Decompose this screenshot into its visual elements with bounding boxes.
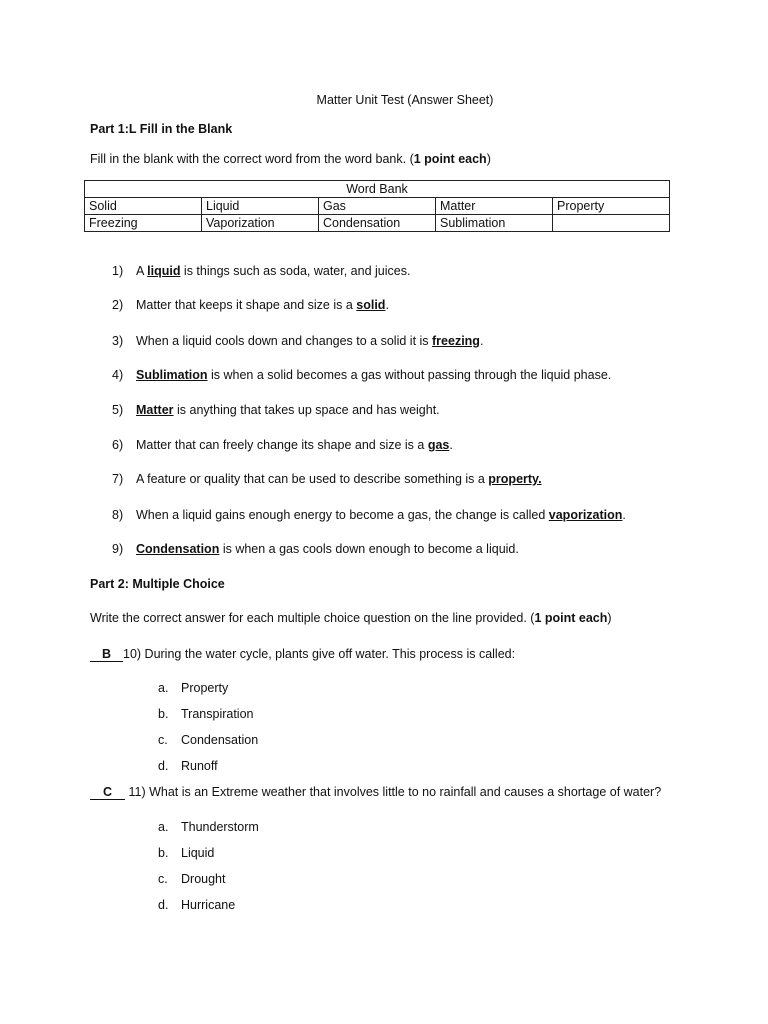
mc-question: [90, 785, 661, 800]
mc-question-text: 11) What is an Extreme weather that involves little to no rainfall and causes a shortage of water?: [125, 785, 662, 799]
answer-text: gas: [427, 438, 450, 452]
word-bank-table: [84, 180, 670, 232]
answer-text: solid: [356, 298, 386, 312]
part2-instruction: Write the correct answer for each multiple choice question on the line provided. (1 point each): [90, 611, 612, 625]
answer-text: liquid: [147, 264, 181, 278]
mc-question-text: 10) During the water cycle, plants give off water. This process is called:: [123, 647, 516, 661]
answer-text: property.: [488, 472, 542, 486]
answer-text: Condensation: [136, 542, 220, 556]
word-bank-row: [85, 198, 670, 215]
word-bank-cell: Liquid: [202, 198, 319, 215]
word-bank-cell: [553, 215, 670, 232]
word-bank-cell: Gas: [319, 198, 436, 215]
word-bank-row: [85, 215, 670, 232]
answer-text: Sublimation: [136, 368, 208, 382]
word-bank-header: Word Bank: [85, 181, 670, 198]
answer-text: freezing: [432, 334, 480, 348]
word-bank-cell: Solid: [85, 198, 202, 215]
part1-instruction: Fill in the blank with the correct word from the word bank. (1 point each): [90, 152, 491, 166]
word-bank-cell: Condensation: [319, 215, 436, 232]
answer-blank: B: [90, 648, 123, 662]
answer-sheet-page: Matter Unit Test (Answer Sheet) Part 1:L Fill in the Blank Fill in the blank with the correct word from the word bank. (1 point each) Word Bank Solid Liquid Gas Matter Property Freezing Vaporization Condensation Sublimation 1) A liquid is things such as soda, water, and juices. 2) Matter that keeps it shape and size is a solid. 3) When a liquid cools down and changes to a solid it is freezing. 4) Sublimation is when a solid becomes a gas without passing through the liquid phase. 5) Matter is anything that takes up space and has weight. 6) Matter that can freely change its shape and size is a gas. 7) A feature or quality that can be used to describe something is a property. 8) When a liquid gains enough energy to become a gas, the change is called vaporization. 9) Condensation is when a gas cools down enough to become a liquid. Part 2: Multiple Choice Write the correct answer for each multiple choice question on the line provided. (1 point each) B 10) During the water cycle, plants give off water. This process is called: a. Property b. Transpiration c. Condensation d. Runoff C 11) What is an Extreme weather that involves little to no rainfall and causes a shortage of water? a. Thunderstorm b. Liquid c. Drought d. Hurricane: [0, 0, 768, 1024]
word-bank-cell: Matter: [436, 198, 553, 215]
part1-heading: Part 1:L Fill in the Blank: [90, 122, 233, 136]
answer-text: Matter: [136, 403, 174, 417]
word-bank-cell: Sublimation: [436, 215, 553, 232]
word-bank-cell: Freezing: [85, 215, 202, 232]
answer-text: vaporization: [548, 508, 623, 522]
page-title: Matter Unit Test (Answer Sheet): [316, 93, 494, 107]
word-bank-cell: Property: [553, 198, 670, 215]
answer-blank: C: [90, 786, 125, 800]
mc-question: [90, 647, 515, 662]
part2-heading: Part 2: Multiple Choice: [90, 577, 225, 591]
word-bank-cell: Vaporization: [202, 215, 319, 232]
